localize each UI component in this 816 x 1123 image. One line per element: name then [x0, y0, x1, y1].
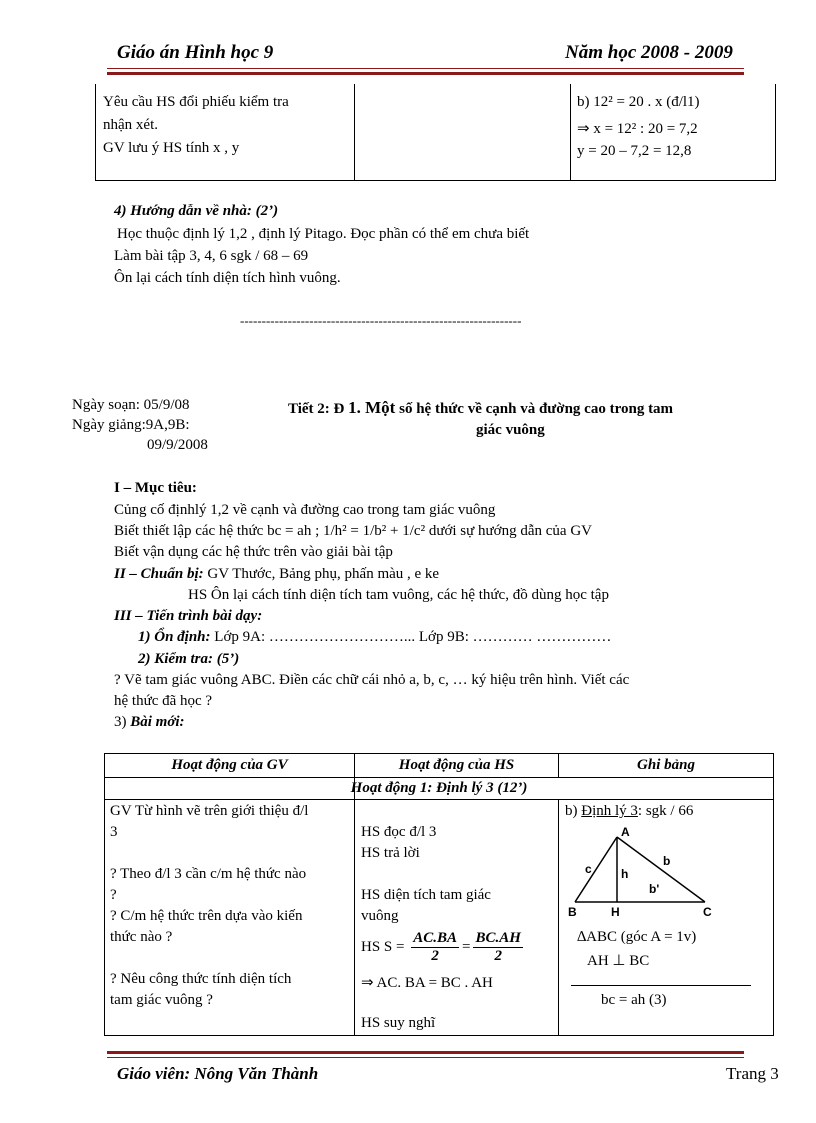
col-header-gv: Hoạt động của GV: [171, 757, 288, 773]
preparation-hs: HS Ôn lại cách tính diện tích tam vuông, các hệ thức, đồ dùng học tập: [188, 587, 609, 603]
preparation-line: II – Chuẩn bị: GV Thước, Bảng phụ, phấn màu , e ke: [114, 566, 440, 582]
process-step3: 3) Bài mới:: [114, 714, 185, 730]
process-step1: 1) Ổn định: Lớp 9A: ………………………... Lớp 9B: ………… ……………: [138, 629, 612, 645]
homework-line: Ôn lại cách tính diện tích hình vuông.: [114, 270, 341, 286]
hs-line: HS trả lời: [361, 845, 420, 861]
lesson-title: Tiết 2: Đ 1. Một số hệ thức về cạnh và đường cao trong tam: [288, 398, 674, 417]
homework-line: Học thuộc định lý 1,2 , định lý Pitago. Đọc phần có thể em chưa biết: [117, 226, 530, 242]
process-heading: III – Tiến trình bài dạy:: [114, 608, 263, 624]
label-B: B: [568, 905, 577, 919]
top-col3-line: b) 12² = 20 . x (đ/l1): [577, 94, 700, 110]
label-A: A: [621, 825, 630, 839]
label-h: h: [621, 867, 629, 881]
objective-line: Biết thiết lập các hệ thức bc = ah ; 1/h² = 1/b² + 1/c² dưới sự hướng dẫn của GV: [114, 523, 592, 539]
footer-rule-thin: [107, 1057, 744, 1058]
label-b: b: [663, 854, 671, 868]
top-col1-line: GV lưu ý HS tính x , y: [103, 140, 240, 156]
top-col3-line: y = 20 – 7,2 = 12,8: [577, 143, 692, 159]
col-header-hs: Hoạt động của HS: [398, 757, 515, 773]
homework-line: Làm bài tập 3, 4, 6 sgk / 68 – 69: [114, 248, 309, 264]
objectives-heading: I – Mục tiêu:: [114, 480, 197, 496]
activity-title: Hoạt động 1: Định lý 3 (12’): [350, 780, 528, 796]
ngay-soan: Ngày soạn: 05/9/08: [72, 397, 190, 413]
board-line: AH ⊥ BC: [587, 953, 650, 969]
top-col3-line: ⇒ x = 12² : 20 = 7,2: [577, 121, 698, 137]
board-divider: [571, 985, 751, 986]
header-rule-thin: [107, 68, 744, 69]
gv-line: GV Từ hình vẽ trên giới thiệu đ/l: [110, 803, 309, 819]
process-step2: 2) Kiểm tra: (5’): [138, 651, 240, 667]
label-C: C: [703, 905, 712, 919]
gv-line: ? C/m hệ thức trên dựa vào kiến: [110, 908, 303, 924]
ngay-giang: Ngày giảng:9A,9B:: [72, 417, 190, 433]
hs-line: vuông: [361, 908, 399, 924]
hs-formula: HS S = $\frac{AC.BA}{2}$ = $\frac{BC.AH}{2}$: [361, 930, 521, 964]
header-rule-thick: [107, 72, 744, 75]
gv-line: thức nào ?: [110, 929, 173, 945]
label-H: H: [611, 905, 620, 919]
label-c: c: [585, 862, 592, 876]
gv-line: 3: [110, 824, 118, 840]
header-right: Năm học 2008 - 2009: [565, 42, 733, 63]
hs-line: HS suy nghĩ: [361, 1015, 436, 1031]
triangle-figure: [565, 822, 715, 922]
hs-line: HS diện tích tam giác: [361, 887, 491, 903]
homework-title: 4) Hướng dẫn về nhà: (2’): [114, 203, 279, 219]
lesson-title-line2: giác vuông: [476, 422, 545, 438]
top-table: [95, 84, 776, 181]
main-table: [104, 753, 774, 1036]
process-step2-text: hệ thức đã học ?: [114, 693, 213, 709]
gv-line: ?: [110, 887, 117, 903]
top-col1-line: Yêu cầu HS đổi phiếu kiểm tra: [103, 94, 289, 110]
ngay-giang-date: 09/9/2008: [147, 437, 208, 453]
top-col1-line: nhận xét.: [103, 117, 158, 133]
board-title: b) Định lý 3: sgk / 66: [565, 803, 694, 819]
hs-line: ⇒ AC. BA = BC . AH: [361, 975, 493, 991]
objective-line: Biết vận dụng các hệ thức trên vào giải bài tập: [114, 544, 393, 560]
footer-right: Trang 3: [726, 1064, 779, 1083]
footer-rule-thick: [107, 1051, 744, 1054]
objective-line: Củng cố địnhlý 1,2 về cạnh và đường cao trong tam giác vuông: [114, 502, 496, 518]
header-left: Giáo án Hình học 9: [117, 42, 274, 63]
hs-line: HS đọc đ/l 3: [361, 824, 437, 840]
col-header-board: Ghi bảng: [637, 757, 695, 773]
label-bprime: b': [649, 882, 660, 896]
process-step2-text: ? Vẽ tam giác vuông ABC. Điền các chữ cái nhỏ a, b, c, … ký hiệu trên hình. Viết các: [114, 672, 630, 688]
board-line: ∆ABC (góc A = 1v): [577, 929, 697, 945]
gv-line: tam giác vuông ?: [110, 992, 213, 1008]
gv-line: ? Nêu công thức tính diện tích: [110, 971, 292, 987]
board-line: bc = ah (3): [601, 992, 667, 1008]
separator-line: -----------------------------------------------------------------: [240, 313, 522, 328]
gv-line: ? Theo đ/l 3 cần c/m hệ thức nào: [110, 866, 307, 882]
footer-left: Giáo viên: Nông Văn Thành: [117, 1064, 319, 1083]
